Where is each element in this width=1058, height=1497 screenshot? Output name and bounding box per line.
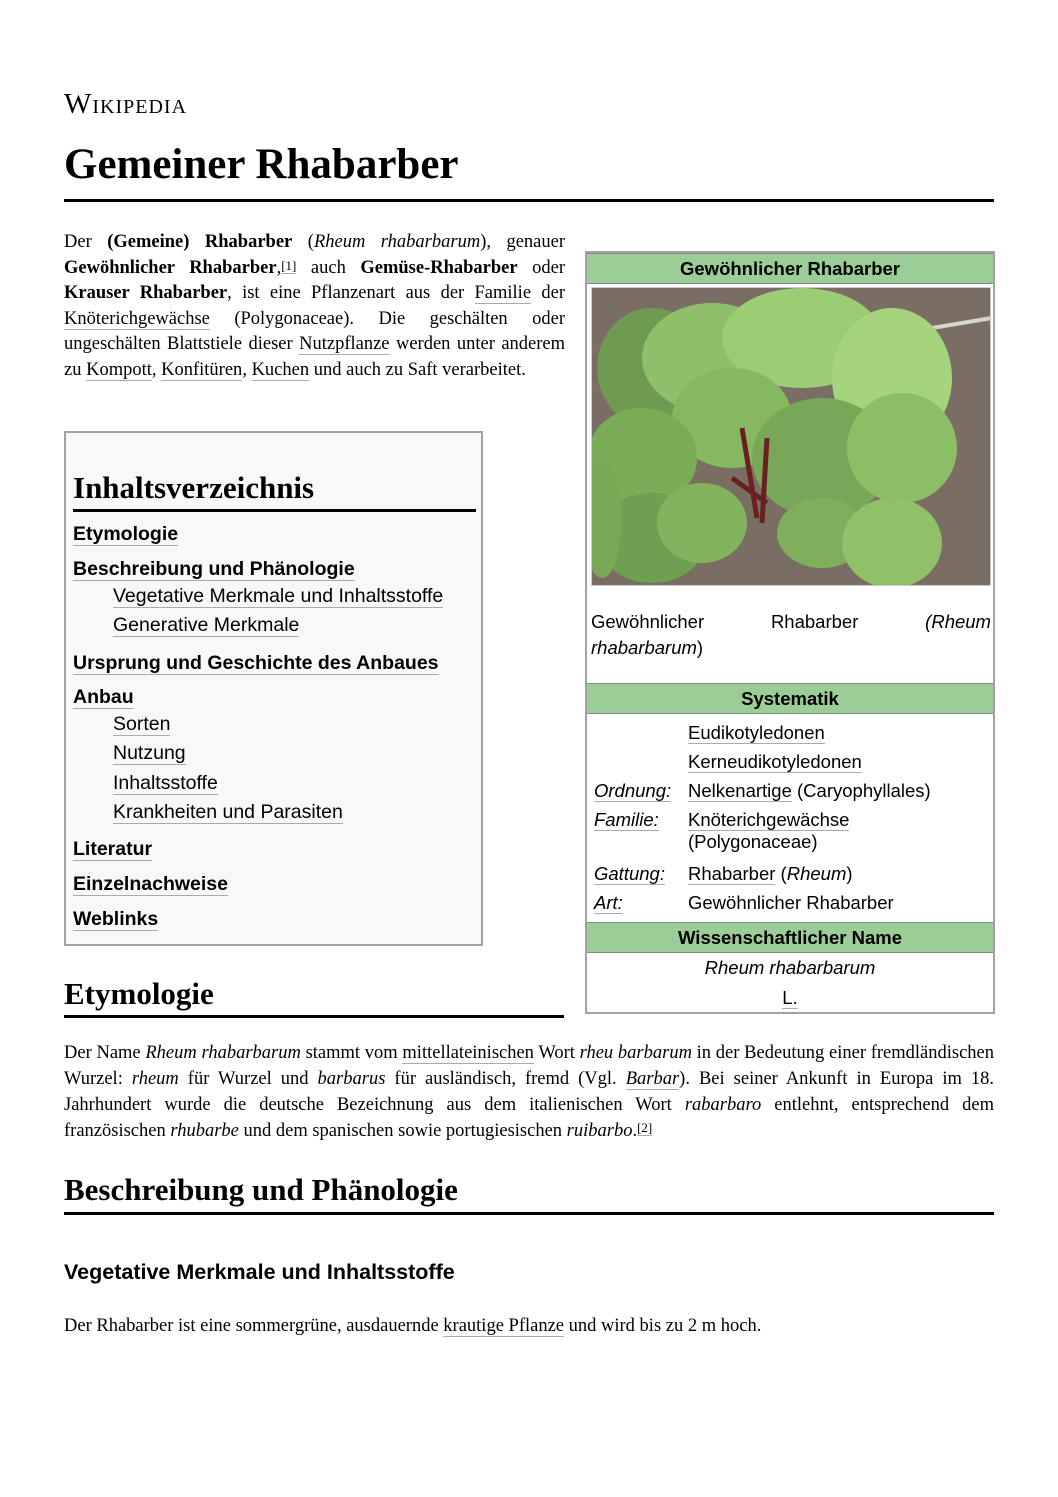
italic-term: rhubarbe [170, 1121, 239, 1141]
taxonomy-row [594, 809, 988, 853]
link-nutzpflanze[interactable]: Nutzpflanze [299, 334, 390, 354]
link-krautige-pflanze[interactable]: krautige Pflanze [443, 1316, 565, 1336]
reference-link-1[interactable]: [1] [281, 257, 297, 273]
section-divider [64, 1015, 564, 1018]
toc-item-sorten[interactable]: Sorten [113, 713, 171, 735]
text: für Wurzel und [178, 1069, 318, 1089]
text: , ist eine Pflanzenart aus der [227, 283, 475, 303]
page-title: Gemeiner Rhabarber [64, 141, 459, 188]
toc-item-generative-merkmale[interactable]: Generative Merkmale [113, 614, 300, 636]
toc-item-anbau[interactable]: Anbau [73, 686, 134, 708]
italic-term: Rheum rhabarbarum [145, 1043, 301, 1063]
text: auch [296, 257, 361, 278]
toc-item-einzelnachweise[interactable]: Einzelnachweise [73, 873, 228, 895]
toc-item-weblinks[interactable]: Weblinks [73, 908, 159, 930]
text: Gewöhnlicher [591, 611, 705, 632]
link-knoeterichgewaechse[interactable]: Knöterichgewächse [688, 809, 850, 830]
link-konfitueren[interactable]: Konfitüren [161, 359, 243, 380]
table-of-contents [64, 431, 483, 946]
italic-term: Rheum rhabarbarum [313, 232, 481, 252]
link-kompott[interactable]: Kompott [86, 359, 152, 380]
taxobox [585, 251, 995, 1014]
text: , [276, 257, 282, 278]
etymologie-paragraph [64, 1040, 994, 1144]
scientific-name-header: Wissenschaftlicher Name [587, 922, 993, 953]
bold-term: (Gemeine) Rhabarber [107, 232, 293, 252]
link-nelkenartige[interactable]: Nelkenartige [688, 780, 792, 801]
species-name: Gewöhnlicher Rhabarber [688, 892, 894, 913]
text: , [242, 359, 252, 380]
beschreibung-paragraph [64, 1313, 994, 1339]
italic-term: barbarus [317, 1069, 386, 1089]
scientific-name: Rheum rhabarbarum [704, 957, 876, 978]
subsection-heading-vegetative: Vegetative Merkmale und Inhaltsstoffe [64, 1260, 455, 1284]
intro-paragraph [64, 230, 565, 383]
link-mittellateinischen[interactable]: mittellateinischen [402, 1043, 534, 1063]
image-caption [591, 609, 991, 661]
toc-item-nutzung[interactable]: Nutzung [113, 742, 186, 764]
text: Rhabarber [770, 611, 859, 632]
taxonomy-row [594, 780, 988, 802]
systematik-header: Systematik [587, 683, 993, 714]
toc-item-beschreibung[interactable]: Beschreibung und Phänologie [73, 558, 355, 580]
taxonomy-row [594, 751, 988, 773]
text: Der Rhabarber ist eine sommergrüne, ausdauernde [64, 1316, 444, 1336]
text: ), genauer [480, 232, 566, 252]
wikipedia-logo: Wikipedia [64, 88, 188, 120]
toc-item-ursprung[interactable]: Ursprung und Geschichte des Anbaues [73, 652, 439, 674]
text: werden unter anderem zu [64, 334, 565, 380]
taxonomy-rank [594, 751, 688, 773]
text: in der Bedeutung einer fremdländischen Wurzel: [64, 1043, 995, 1089]
link-kerneudikotyledonen[interactable]: Kerneudikotyledonen [688, 751, 862, 772]
taxonomy-row [594, 722, 988, 744]
text: ) [696, 637, 704, 658]
text: und wird bis zu 2 m hoch. [564, 1316, 762, 1336]
text: ( [292, 232, 314, 252]
text: und dem spanischen sowie portugiesischen [238, 1121, 567, 1141]
italic-term: rheum [131, 1069, 179, 1089]
taxonomy-row [594, 892, 988, 914]
text: entlehnt, entsprechend dem französischen [64, 1095, 994, 1141]
text: der [531, 283, 565, 303]
text: , [151, 359, 162, 380]
rank-gattung[interactable]: Gattung: [594, 863, 665, 884]
italic-term: (Rheum [925, 611, 991, 632]
text: Der [64, 232, 108, 252]
text: . [632, 1121, 638, 1141]
genus-latin: (Rheum) [775, 863, 853, 884]
bold-term: Krauser Rhabarber [64, 283, 228, 303]
rank-familie[interactable]: Familie: [594, 809, 659, 830]
link-eudikotyledonen[interactable]: Eudikotyledonen [688, 722, 825, 743]
toc-item-inhaltsstoffe[interactable]: Inhaltsstoffe [113, 772, 218, 794]
toc-item-etymologie[interactable]: Etymologie [73, 523, 179, 545]
text: und auch zu Saft verarbeitet. [309, 359, 526, 380]
text: stammt vom [300, 1043, 403, 1063]
toc-divider [73, 509, 476, 512]
rhubarb-photo[interactable] [591, 287, 991, 586]
link-familie[interactable]: Familie [474, 283, 532, 303]
italic-term: rabarbaro [684, 1095, 762, 1115]
bold-term: Gewöhnlicher Rhabarber [64, 257, 277, 278]
link-barbar[interactable]: Barbar [625, 1069, 680, 1089]
text: oder [517, 257, 565, 278]
text: (Caryophyllales) [791, 780, 931, 801]
link-author-linnaeus[interactable]: L. [782, 987, 798, 1008]
text: für ausländisch, fremd (Vgl. [385, 1069, 626, 1089]
taxonomy-rank [594, 722, 688, 744]
link-knoeterichgewaechse[interactable]: Knöterichgewächse [64, 308, 210, 329]
italic-term: rhabarbarum [591, 637, 697, 658]
reference-link-2[interactable]: [2] [637, 1120, 653, 1135]
text: (Polygonaceae) [688, 831, 818, 852]
toc-title: Inhaltsverzeichnis [73, 470, 315, 505]
link-rhabarber[interactable]: Rhabarber [688, 863, 776, 884]
link-kuchen[interactable]: Kuchen [251, 359, 310, 380]
scientific-author [587, 987, 993, 1009]
section-heading-etymologie: Etymologie [64, 976, 214, 1011]
section-divider [64, 1212, 994, 1215]
text: (Polygonaceae). Die geschälten oder ungeschälten Blattstiele dieser [64, 308, 565, 354]
italic-term: rheu barbarum [579, 1043, 692, 1063]
text: Wort [533, 1043, 580, 1063]
rhubarb-plant-image [592, 288, 991, 586]
taxonomy-row [594, 863, 988, 885]
section-heading-beschreibung: Beschreibung und Phänologie [64, 1172, 458, 1207]
infobox-title: Gewöhnlicher Rhabarber [587, 253, 993, 284]
title-divider [64, 199, 994, 202]
text: ). Bei seiner Ankunft in Europa im 18. Jahrhundert wurde die deutsche Bezeichnung aus dem italienischen Wort [64, 1069, 995, 1115]
italic-term: ruibarbo [566, 1121, 633, 1141]
text: Der Name [64, 1043, 146, 1063]
toc-item-vegetative-merkmale[interactable]: Vegetative Merkmale und Inhaltsstoffe [113, 585, 444, 607]
toc-item-krankheiten[interactable]: Krankheiten und Parasiten [113, 801, 343, 823]
bold-term: Gemüse-Rhabarber [360, 257, 518, 278]
rank-art[interactable]: Art: [594, 892, 623, 913]
toc-item-literatur[interactable]: Literatur [73, 838, 153, 860]
rank-ordnung[interactable]: Ordnung: [594, 780, 672, 801]
